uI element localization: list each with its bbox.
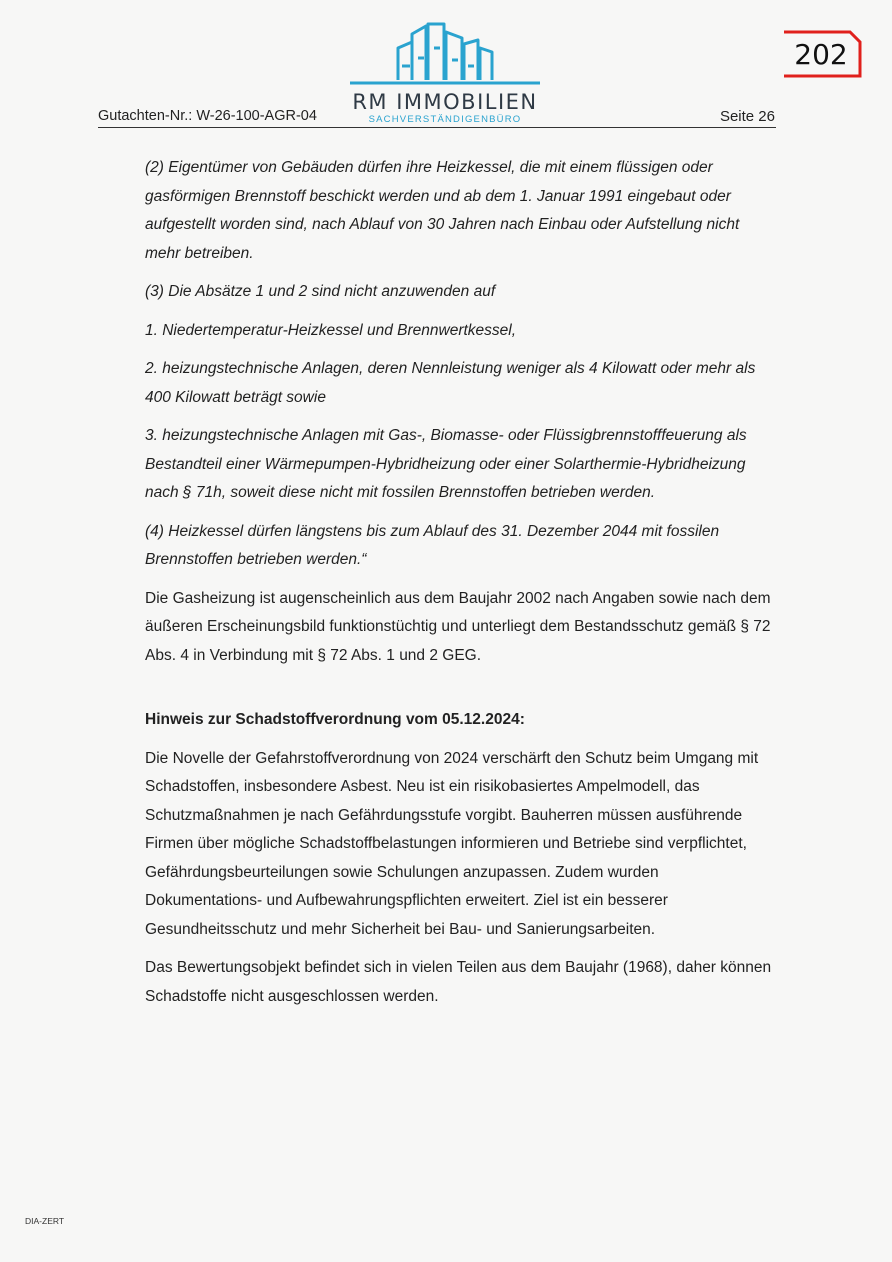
paragraph: Die Gasheizung ist augenscheinlich aus dem Baujahr 2002 nach Angaben sowie nach dem äußeren Erscheinungsbild funktionstüchtig und unterliegt dem Bestandsschutz gemäß § 72 Abs. 4 in Verbindung mit § 72 Abs. 1 und 2 GEG.: [145, 589, 771, 664]
page-badge-number: 202: [794, 38, 848, 71]
page-number-badge: [782, 30, 864, 80]
paragraph: (4) Heizkessel dürfen längstens bis zum Ablauf des 31. Dezember 2044 mit fossilen Brennstoffen betrieben werden.“: [145, 522, 720, 568]
footer-note: DIA-ZERT: [25, 1216, 65, 1226]
paragraph: Das Bewertungsobjekt befindet sich in vielen Teilen aus dem Baujahr (1968), daher können Schadstoffe nicht ausgeschlossen werden.: [145, 959, 772, 1005]
section-heading: Hinweis zur Schadstoffverordnung vom 05.12.2024:: [145, 711, 525, 728]
paragraph: Die Novelle der Gefahrstoffverordnung von 2024 verschärft den Schutz beim Umgang mit Schadstoffen, insbesondere Asbest. Neu ist ein risikobasiertes Ampelmodell, das Schutzmaßnahmen je nach Gefährdungsstufe vorgibt. Bauherren müssen ausführende Firmen über mögliche Schadstoffbelastungen informieren und Betriebe sind verpflichtet, Gefährdungsbeurteilungen sowie Schulungen anzupassen. Zudem wurden Dokumentations- und Aufbewahrungspflichten erweitert. Ziel ist ein besserer Gesundheitsschutz und mehr Sicherheit bei Bau- und Sanierungsarbeiten.: [145, 749, 759, 938]
list-item: 2. heizungstechnische Anlagen, deren Nennleistung weniger als 4 Kilowatt oder mehr als 400 Kilowatt beträgt sowie: [145, 360, 756, 406]
paragraph: (2) Eigentümer von Gebäuden dürfen ihre Heizkessel, die mit einem flüssigen oder gasförmigen Brennstoff beschickt werden und ab dem 1. Januar 1991 eingebaut oder aufgestellt worden sind, nach Ablauf von 30 Jahren nach Einbau oder Aufstellung nicht mehr betreiben.: [145, 159, 740, 262]
list-item: 1. Niedertemperatur-Heizkessel und Brennwertkessel,: [145, 321, 517, 339]
page-label: Seite 26: [719, 108, 775, 125]
report-number: Gutachten-Nr.: W-26-100-AGR-04: [98, 108, 317, 124]
company-logo: [340, 18, 550, 130]
header-divider: [98, 127, 776, 128]
logo-subtitle: SACHVERSTÄNDIGENBÜRO: [368, 114, 522, 125]
list-item: 3. heizungstechnische Anlagen mit Gas-, Biomasse- oder Flüssigbrennstofffeuerung als Bestandteil einer Wärmepumpen-Hybridheizung oder einer Solarthermie-Hybridheizung nach § 71h, soweit diese nicht mit fossilen Brennstoffen betrieben werden.: [145, 427, 747, 501]
paragraph: (3) Die Absätze 1 und 2 sind nicht anzuwenden auf: [145, 283, 496, 300]
logo-title: RM IMMOBILIEN: [352, 90, 538, 114]
skyline-logo-icon: [340, 18, 550, 90]
document-body: [145, 154, 775, 1021]
